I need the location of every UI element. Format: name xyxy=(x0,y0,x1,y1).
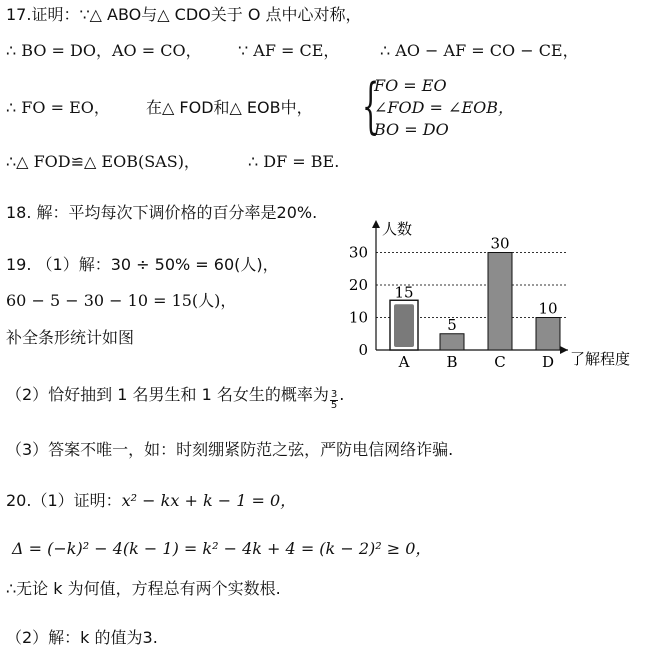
bar-value-label-A: 15 xyxy=(394,283,414,302)
x-tick-label-C: C xyxy=(494,353,506,371)
q19-line4 xyxy=(6,384,344,411)
q18-text: 18. 解：平均每次下调价格的百分率是20%. xyxy=(6,203,318,222)
system-row-1: FO = EO xyxy=(374,76,447,95)
q19-period: . xyxy=(339,385,345,404)
y-tick-label-0: 0 xyxy=(358,341,368,359)
q17-line2b: ∵ AF = CE， xyxy=(238,41,340,60)
left-brace: { xyxy=(362,71,380,141)
q17-line2a: ∴ BO = DO，AO = CO， xyxy=(6,41,202,60)
q19-line5: （3）答案不唯一，如：时刻绷紧防范之弦，严防电信网络诈骗. xyxy=(6,440,454,459)
bar-value-label-D: 10 xyxy=(538,299,558,318)
q19-probability-text: （2）恰好抽到 1 名男生和 1 名女生的概率为 xyxy=(6,385,329,404)
q20-line1-prefix: 20.（1）证明： xyxy=(6,491,122,510)
x-axis-arrow xyxy=(560,346,568,354)
system-row-2: ∠FOD = ∠EOB， xyxy=(374,98,514,117)
q20-line1 xyxy=(6,490,296,512)
fraction-denominator: 5 xyxy=(330,400,338,411)
q17-line2c: ∴ AO − AF = CO − CE， xyxy=(380,41,579,60)
y-tick-label-10: 10 xyxy=(348,308,368,327)
probability-fraction xyxy=(330,390,338,411)
bar-D xyxy=(536,318,560,351)
bar-value-label-C: 30 xyxy=(490,234,510,253)
bar-C xyxy=(488,253,512,351)
bar-A xyxy=(394,304,414,347)
q17-line4a: ∴△ FOD≌△ EOB(SAS)， xyxy=(6,152,200,171)
x-tick-label-D: D xyxy=(541,353,555,371)
y-axis-arrow xyxy=(372,220,380,228)
q20-discriminant: Δ = (−k)² − 4(k − 1) = k² − 4k + 4 = (k − 2)² ≥ 0， xyxy=(12,539,432,558)
x-axis-label: 了解程度 xyxy=(570,350,631,368)
bar-value-label-B: 5 xyxy=(447,315,457,334)
q19-line3: 补全条形统计如图 xyxy=(6,328,135,347)
equation-system xyxy=(362,71,532,141)
q20-line3: ∴无论 k 为何值，方程总有两个实数根. xyxy=(6,579,281,598)
q17-line1: 17.证明：∵△ ABO与△ CDO关于 O 点中心对称， xyxy=(6,5,362,24)
system-row-3: BO = DO xyxy=(374,120,449,139)
q17-line3b: 在△ FOD和△ EOB中， xyxy=(146,98,313,117)
q19-line1: 19. （1）解：30 ÷ 50% = 60(人)， xyxy=(6,255,279,274)
q20-line4: （2）解：k 的值为3. xyxy=(6,628,158,647)
q19-line2: 60 − 5 − 30 − 10 = 15(人)， xyxy=(6,291,237,310)
bar-chart xyxy=(338,218,646,374)
q17-line3a: ∴ FO = EO， xyxy=(6,98,110,117)
q17-line4b: ∴ DF = BE. xyxy=(248,152,340,171)
bar-B xyxy=(440,334,464,350)
y-tick-label-20: 20 xyxy=(348,276,368,294)
y-axis-label: 人数 xyxy=(382,220,413,238)
y-tick-label-30: 30 xyxy=(348,243,368,262)
fraction-numerator: 3 xyxy=(330,389,338,400)
x-tick-label-A: A xyxy=(398,353,410,371)
x-tick-label-B: B xyxy=(446,353,458,371)
q20-equation: x² − kx + k − 1 = 0， xyxy=(121,491,297,510)
